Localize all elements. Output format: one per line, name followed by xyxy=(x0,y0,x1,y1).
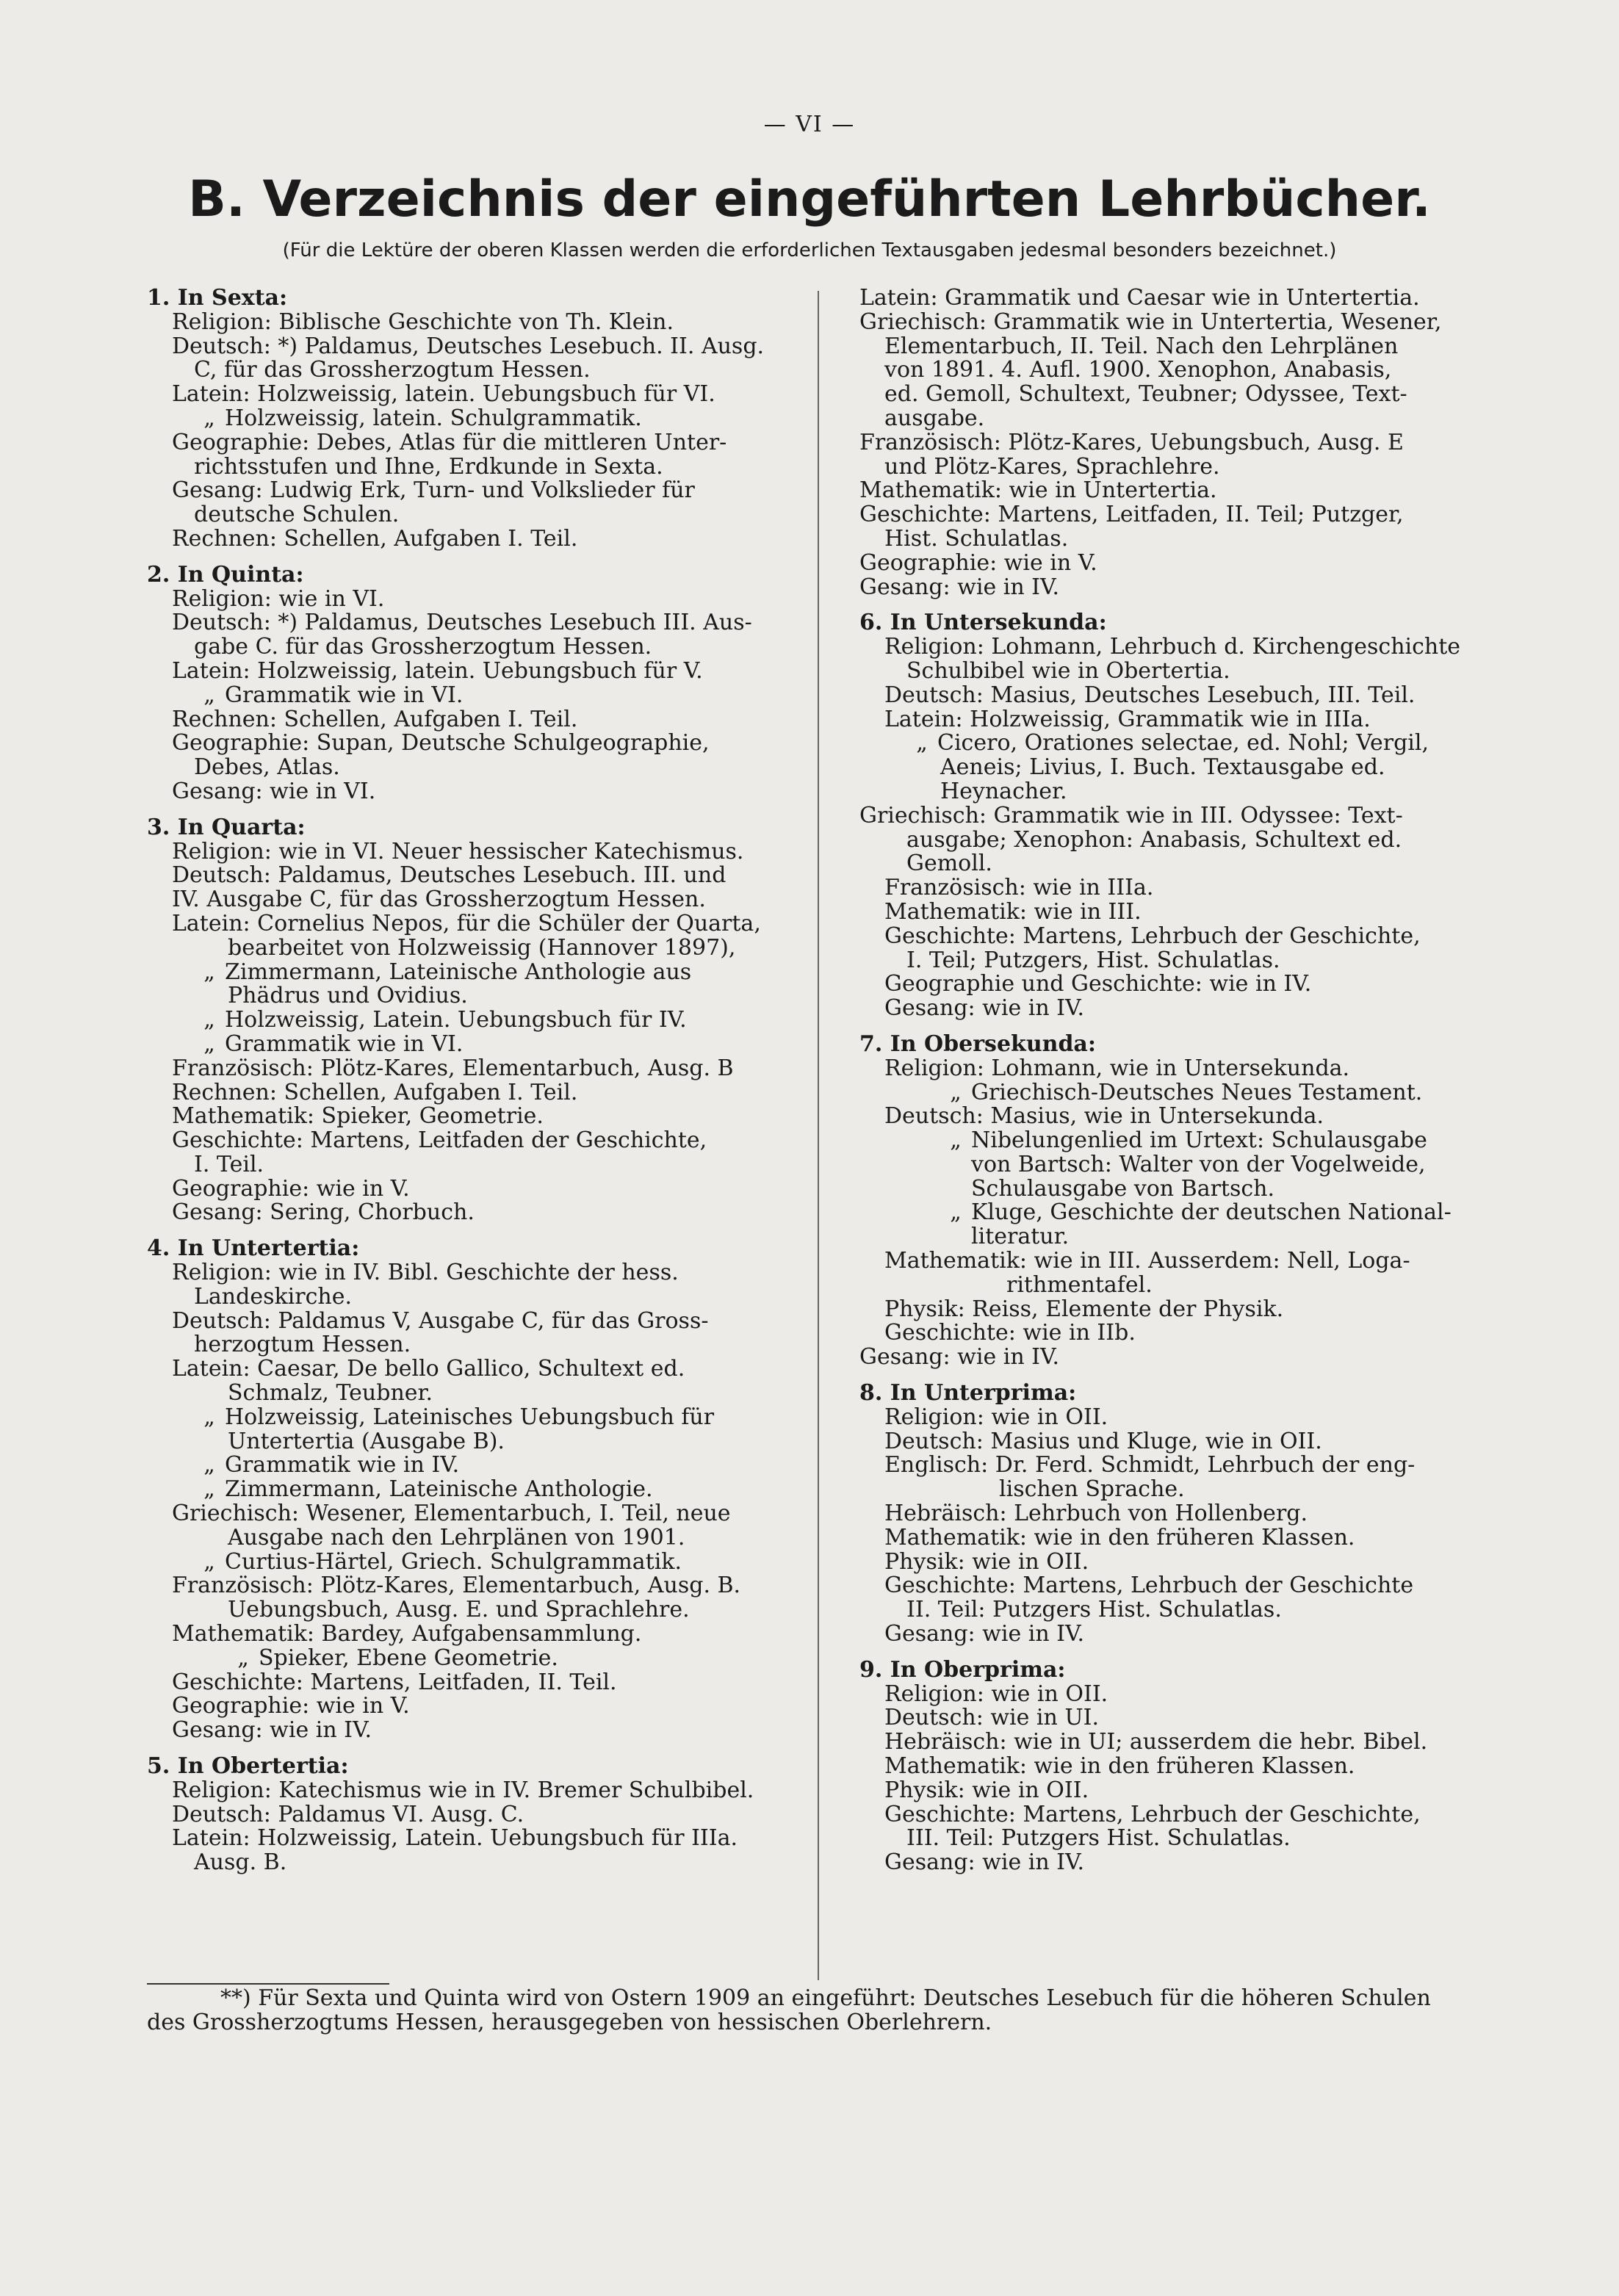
entry-line xyxy=(147,1647,808,1671)
entry-line: Uebungsbuch, Ausg. E. und Sprachlehre. xyxy=(228,1597,690,1623)
footnote xyxy=(147,1986,1513,2035)
entry-line: deutsche Schulen. xyxy=(194,502,400,528)
entry-line: Landeskirche. xyxy=(194,1283,353,1310)
entry-line: Physik: wie in OII. xyxy=(884,1548,1089,1575)
entry-line: Mathematik: wie in den früheren Klassen. xyxy=(884,1524,1355,1550)
entry-line: Religion: wie in OII. xyxy=(884,1681,1108,1707)
section-untersekunda xyxy=(859,611,1506,1021)
ditto-mark: „ xyxy=(203,959,215,985)
entry-line: Aeneis; Livius, I. Buch. Textausgabe ed. xyxy=(940,754,1385,781)
entry-line: Schulbibel wie in Obertertia. xyxy=(906,657,1230,684)
entry-line: Französisch: Plötz-Kares, Elementarbuch, Ausg. B xyxy=(172,1055,734,1081)
page-subtitle: (Für die Lektüre der oberen Klassen werden die erforderlichen Textausgaben jedesmal besonders bezeichnet.) xyxy=(282,239,1337,261)
entry-line: C, für das Grossherzogtum Hessen. xyxy=(194,357,591,383)
entry-text: Grammatik wie in IV. xyxy=(225,1452,460,1479)
page-number: — VI — xyxy=(763,112,856,137)
entry-text: Grammatik wie in VI. xyxy=(225,1030,464,1057)
entry-line: II. Teil: Putzgers Hist. Schulatlas. xyxy=(906,1597,1282,1623)
entry-line: Deutsch: Paldamus, Deutsches Lesebuch. III. und xyxy=(172,862,726,889)
entry-text: Holzweissig, Lateinisches Uebungsbuch für xyxy=(225,1404,715,1430)
entry-line: Religion: Lohmann, wie in Untersekunda. xyxy=(884,1055,1350,1081)
entry-line xyxy=(147,1478,808,1502)
section-obertertia-continued xyxy=(859,286,1506,599)
entry-line: Latein: Holzweissig, latein. Uebungsbuch für V. xyxy=(172,657,703,684)
entry-text: Holzweissig, latein. Schulgrammatik. xyxy=(225,405,642,431)
entry-line: Griechisch: Grammatik wie in Untertertia, Wesener, xyxy=(859,308,1442,335)
ditto-mark: „ xyxy=(203,1476,215,1503)
section-heading: 6. In Untersekunda: xyxy=(859,610,1107,636)
entry-line: gabe C. für das Grossherzogtum Hessen. xyxy=(194,634,652,660)
entry-line: Gesang: Ludwig Erk, Turn- und Volkslieder für xyxy=(172,477,695,504)
section-quinta xyxy=(147,563,808,804)
entry-line: Mathematik: wie in den früheren Klassen. xyxy=(884,1753,1355,1780)
entry-line: Religion: wie in OII. xyxy=(884,1404,1108,1430)
entry-line: I. Teil. xyxy=(194,1151,264,1177)
entry-line: Latein: Holzweissig, latein. Uebungsbuch für VI. xyxy=(172,381,715,408)
ditto-mark: „ xyxy=(916,730,928,757)
entry-line: Deutsch: Paldamus V, Ausgabe C, für das Gross- xyxy=(172,1307,709,1334)
entry-line: Gesang: wie in IV. xyxy=(859,574,1059,600)
entry-line: Latein: Caesar, De bello Gallico, Schultext ed. xyxy=(172,1356,685,1382)
footnote-line: **) Für Sexta und Quinta wird von Ostern 1909 an eingeführt: Deutsches Lesebuch für die höheren Schulen xyxy=(220,1985,1431,2011)
footnote-line: des Grossherzogtums Hessen, herausgegeben von hessischen Oberlehrern. xyxy=(147,2010,992,2035)
entry-line: Rechnen: Schellen, Aufgaben I. Teil. xyxy=(172,706,578,732)
entry-line: Rechnen: Schellen, Aufgaben I. Teil. xyxy=(172,525,578,552)
entry-line: Geschichte: Martens, Lehrbuch der Geschichte, xyxy=(884,923,1421,949)
entry-line xyxy=(147,1550,808,1575)
entry-line: Religion: wie in VI. xyxy=(172,585,385,612)
entry-line: Geschichte: Martens, Leitfaden der Geschichte, xyxy=(172,1127,707,1154)
entry-line: Schmalz, Teubner. xyxy=(228,1380,433,1407)
section-heading: 4. In Untertertia: xyxy=(147,1235,360,1262)
entry-line: Gesang: wie in IV. xyxy=(884,1849,1084,1876)
entry-line: Physik: wie in OII. xyxy=(884,1777,1089,1803)
entry-line: bearbeitet von Holzweissig (Hannover 1897), xyxy=(228,934,736,961)
section-oberprima xyxy=(859,1658,1506,1875)
entry-line: Französisch: Plötz-Kares, Elementarbuch, Ausg. B. xyxy=(172,1573,741,1599)
entry-line: Mathematik: wie in III. xyxy=(884,898,1142,925)
entry-text: Zimmermann, Lateinische Anthologie. xyxy=(225,1476,653,1503)
entry-line: Hebräisch: wie in UI; ausserdem die hebr. Bibel. xyxy=(884,1729,1428,1755)
entry-line xyxy=(859,1129,1506,1153)
entry-line: literatur. xyxy=(971,1224,1070,1250)
entry-line: Geographie: Debes, Atlas für die mittleren Unter- xyxy=(172,429,727,455)
ditto-mark: „ xyxy=(203,682,215,708)
entry-line: Gesang: wie in IV. xyxy=(172,1717,372,1744)
ditto-mark: „ xyxy=(203,405,215,431)
entry-line xyxy=(147,1030,808,1057)
entry-text: Griechisch-Deutsches Neues Testament. xyxy=(971,1079,1423,1105)
entry-line: und Plötz-Kares, Sprachlehre. xyxy=(884,453,1220,480)
entry-line xyxy=(859,1081,1506,1105)
entry-line: Geschichte: Martens, Leitfaden, II. Teil; Putzger, xyxy=(859,502,1404,528)
ditto-mark: „ xyxy=(203,1548,215,1575)
entry-line: Geographie und Geschichte: wie in IV. xyxy=(884,971,1312,997)
ditto-mark: „ xyxy=(203,1452,215,1479)
entry-text: Holzweissig, Latein. Uebungsbuch für IV. xyxy=(225,1007,687,1033)
entry-line: Mathematik: Bardey, Aufgabensammlung. xyxy=(172,1621,642,1647)
entry-line: Deutsch: *) Paldamus, Deutsches Lesebuch III. Aus- xyxy=(172,610,752,636)
entry-line: herzogtum Hessen. xyxy=(194,1332,411,1358)
entry-line: I. Teil; Putzgers, Hist. Schulatlas. xyxy=(906,947,1280,973)
section-heading: 3. In Quarta: xyxy=(147,814,306,840)
entry-line: Geschichte: wie in IIb. xyxy=(884,1320,1136,1346)
entry-line: Religion: wie in VI. Neuer hessischer Katechismus. xyxy=(172,838,744,864)
ditto-mark: „ xyxy=(950,1127,962,1154)
entry-line: Deutsch: Masius, Deutsches Lesebuch, III. Teil. xyxy=(884,682,1416,708)
entry-text: Nibelungenlied im Urtext: Schulausgabe xyxy=(971,1127,1427,1154)
entry-line: Deutsch: *) Paldamus, Deutsches Lesebuch. II. Ausg. xyxy=(172,333,765,359)
section-heading: 9. In Oberprima: xyxy=(859,1656,1066,1683)
entry-line: Latein: Grammatik und Caesar wie in Untertertia. xyxy=(859,285,1420,311)
entry-text: Curtius-Härtel, Griech. Schulgrammatik. xyxy=(225,1548,682,1575)
entry-line: Geschichte: Martens, Lehrbuch der Geschichte, xyxy=(884,1801,1421,1827)
entry-line: Geschichte: Martens, Leitfaden, II. Teil. xyxy=(172,1669,617,1695)
entry-line: Griechisch: Grammatik wie in III. Odyssee: Text- xyxy=(859,802,1403,828)
entry-line: Deutsch: Paldamus VI. Ausg. C. xyxy=(172,1801,524,1827)
section-heading: 7. In Obersekunda: xyxy=(859,1030,1096,1057)
ditto-mark: „ xyxy=(203,1030,215,1057)
entry-line: Deutsch: Masius und Kluge, wie in OII. xyxy=(884,1428,1322,1454)
entry-line: Ausgabe nach den Lehrplänen von 1901. xyxy=(228,1524,685,1550)
entry-line: Französisch: Plötz-Kares, Uebungsbuch, Ausg. E xyxy=(859,429,1404,455)
entry-line xyxy=(147,1008,808,1033)
section-sexta xyxy=(147,286,808,552)
entry-line: Hist. Schulatlas. xyxy=(884,525,1069,552)
entry-line xyxy=(147,684,808,708)
section-obersekunda xyxy=(859,1030,1506,1371)
section-untertertia xyxy=(147,1237,808,1743)
entry-line: Gesang: wie in IV. xyxy=(884,1621,1084,1647)
entry-line: Latein: Holzweissig, Grammatik wie in IIIa. xyxy=(884,706,1371,732)
entry-line: richtsstufen und Ihne, Erdkunde in Sexta. xyxy=(194,453,663,480)
entry-line: III. Teil: Putzgers Hist. Schulatlas. xyxy=(906,1825,1291,1852)
left-column xyxy=(147,286,808,1875)
entry-line: Hebräisch: Lehrbuch von Hollenberg. xyxy=(884,1501,1308,1527)
entry-line: Geographie: wie in V. xyxy=(172,1693,410,1719)
entry-line: ed. Gemoll, Schultext, Teubner; Odyssee, Text- xyxy=(884,381,1407,408)
entry-line: ausgabe. xyxy=(884,405,985,431)
entry-line: Gemoll. xyxy=(906,851,992,877)
page-title: B. Verzeichnis der eingeführten Lehrbücher. xyxy=(188,170,1431,228)
entry-line: Deutsch: Masius, wie in Untersekunda. xyxy=(884,1103,1324,1130)
column-divider xyxy=(818,291,819,1980)
entry-line: Schulausgabe von Bartsch. xyxy=(971,1175,1275,1202)
ditto-mark: „ xyxy=(203,1404,215,1430)
section-heading: 1. In Sexta: xyxy=(147,285,288,311)
entry-text: Zimmermann, Lateinische Anthologie aus xyxy=(225,959,692,985)
entry-line: Elementarbuch, II. Teil. Nach den Lehrplänen xyxy=(884,333,1399,359)
right-column xyxy=(859,286,1506,1875)
entry-line: Religion: wie in IV. Bibl. Geschichte der hess. xyxy=(172,1260,679,1286)
entry-line xyxy=(147,1454,808,1478)
entry-line xyxy=(147,407,808,431)
entry-line: Ausg. B. xyxy=(194,1849,287,1876)
entry-line: IV. Ausgabe C, für das Grossherzogtum Hessen. xyxy=(172,887,706,913)
entry-line xyxy=(147,961,808,985)
ditto-mark: „ xyxy=(203,1007,215,1033)
entry-line: Geographie: wie in V. xyxy=(172,1175,410,1202)
entry-line: Gesang: Sering, Chorbuch. xyxy=(172,1199,475,1226)
entry-line: Mathematik: Spieker, Geometrie. xyxy=(172,1103,544,1130)
entry-line: lischen Sprache. xyxy=(999,1476,1185,1503)
entry-line: Englisch: Dr. Ferd. Schmidt, Lehrbuch der eng- xyxy=(884,1452,1416,1479)
entry-text: Spieker, Ebene Geometrie. xyxy=(259,1645,558,1671)
entry-line: Phädrus und Ovidius. xyxy=(228,983,468,1009)
entry-line: Latein: Cornelius Nepos, für die Schüler der Quarta, xyxy=(172,910,761,936)
entry-line: Mathematik: wie in III. Ausserdem: Nell, Loga- xyxy=(884,1248,1410,1274)
entry-line: Physik: Reiss, Elemente der Physik. xyxy=(884,1296,1284,1322)
entry-line xyxy=(147,1406,808,1430)
entry-text: Cicero, Orationes selectae, ed. Nohl; Vergil, xyxy=(937,730,1429,757)
section-heading: 2. In Quinta: xyxy=(147,561,304,588)
entry-line xyxy=(859,1201,1506,1225)
entry-line: Geographie: Supan, Deutsche Schulgeographie, xyxy=(172,730,710,757)
section-heading: 5. In Obertertia: xyxy=(147,1753,349,1780)
entry-text: Kluge, Geschichte der deutschen National- xyxy=(971,1199,1452,1226)
entry-line: Gesang: wie in VI. xyxy=(172,778,376,804)
entry-line: Griechisch: Wesener, Elementarbuch, I. Teil, neue xyxy=(172,1501,731,1527)
entry-line: Untertertia (Ausgabe B). xyxy=(228,1428,505,1454)
entry-line: Religion: Biblische Geschichte von Th. Klein. xyxy=(172,308,674,335)
entry-line: Gesang: wie in IV. xyxy=(859,1344,1059,1371)
entry-text: Grammatik wie in VI. xyxy=(225,682,464,708)
entry-line: Deutsch: wie in UI. xyxy=(884,1705,1100,1731)
entry-line xyxy=(859,732,1506,756)
section-obertertia xyxy=(147,1755,808,1875)
entry-line: von 1891. 4. Aufl. 1900. Xenophon, Anabasis, xyxy=(884,357,1392,383)
entry-line: Mathematik: wie in Untertertia. xyxy=(859,477,1217,504)
ditto-mark: „ xyxy=(237,1645,249,1671)
entry-line: Geographie: wie in V. xyxy=(859,549,1097,576)
entry-line: rithmentafel. xyxy=(1006,1271,1153,1298)
footnote-rule xyxy=(147,1983,389,1985)
entry-line: Religion: Katechismus wie in IV. Bremer Schulbibel. xyxy=(172,1777,754,1803)
section-unterprima xyxy=(859,1382,1506,1647)
ditto-mark: „ xyxy=(950,1199,962,1226)
ditto-mark: „ xyxy=(950,1079,962,1105)
entry-line: Religion: Lohmann, Lehrbuch d. Kirchengeschichte xyxy=(884,634,1461,660)
section-quarta xyxy=(147,816,808,1226)
entry-line: ausgabe; Xenophon: Anabasis, Schultext ed. xyxy=(906,826,1402,853)
entry-line: Rechnen: Schellen, Aufgaben I. Teil. xyxy=(172,1079,578,1105)
entry-line: von Bartsch: Walter von der Vogelweide, xyxy=(971,1151,1426,1177)
entry-line: Debes, Atlas. xyxy=(194,754,340,781)
entry-line: Latein: Holzweissig, Latein. Uebungsbuch für IIIa. xyxy=(172,1825,738,1852)
section-heading: 8. In Unterprima: xyxy=(859,1380,1077,1407)
entry-line: Geschichte: Martens, Lehrbuch der Geschichte xyxy=(884,1573,1414,1599)
entry-line: Französisch: wie in IIIa. xyxy=(884,875,1154,901)
entry-line: Gesang: wie in IV. xyxy=(884,995,1084,1022)
entry-line: Heynacher. xyxy=(940,778,1067,804)
